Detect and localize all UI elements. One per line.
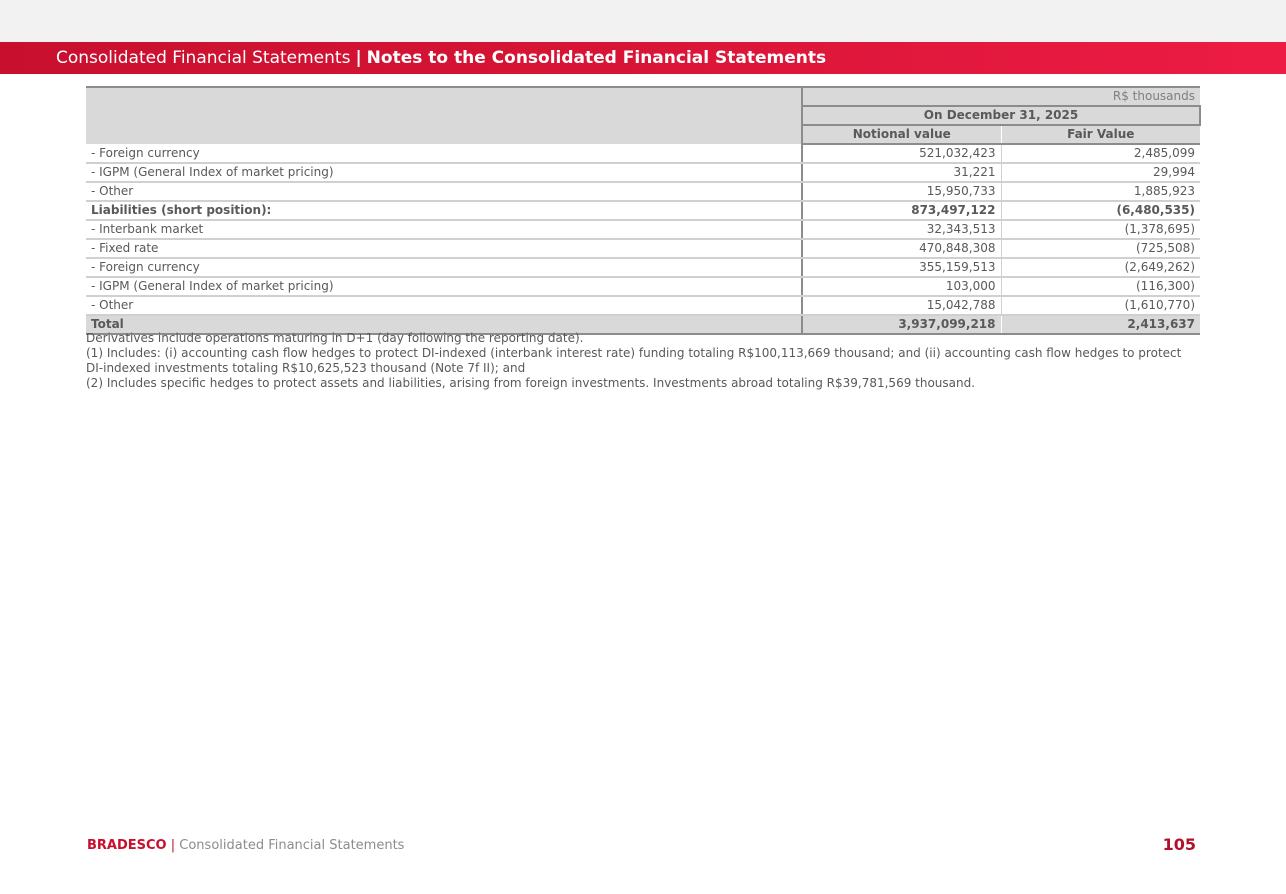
table-row: [86, 258, 1200, 277]
notional-value: 470,848,308: [802, 239, 1001, 258]
subsection-title: Notes to the Consolidated Financial Statements: [366, 48, 827, 68]
row-label: - Other: [86, 182, 802, 201]
fair-value: 2,485,099: [1001, 144, 1200, 163]
notional-value: 521,032,423: [802, 144, 1001, 163]
section-header-bar: [0, 42, 1286, 74]
period-header: On December 31, 2025: [802, 106, 1200, 125]
table-row: [86, 182, 1200, 201]
top-band: [0, 0, 1286, 42]
row-label: - Fixed rate: [86, 239, 802, 258]
table-row: [86, 277, 1200, 296]
row-label: - Interbank market: [86, 220, 802, 239]
row-label: - IGPM (General Index of market pricing): [86, 277, 802, 296]
footer-doc-title: Consolidated Financial Statements: [179, 838, 405, 853]
column-header-notional: Notional value: [802, 125, 1001, 144]
table-row: [86, 296, 1200, 315]
footer-separator: |: [170, 838, 176, 853]
fair-value: (1,610,770): [1001, 296, 1200, 315]
total-notional-value: 3,937,099,218: [802, 315, 1001, 334]
fair-value: (6,480,535): [1001, 201, 1200, 220]
notional-value: 103,000: [802, 277, 1001, 296]
page-number: 105: [1162, 835, 1196, 854]
column-header-fair-value: Fair Value: [1001, 125, 1200, 144]
total-fair-value: 2,413,637: [1001, 315, 1200, 334]
notional-value: 355,159,513: [802, 258, 1001, 277]
header-blank-cell: [86, 87, 802, 144]
fair-value: 1,885,923: [1001, 182, 1200, 201]
footnote-general: Derivatives include operations maturing in D+1 (day following the reporting date).: [86, 331, 584, 345]
unit-label: R$ thousands: [802, 87, 1200, 106]
total-label: Total: [86, 315, 802, 334]
footnote-2: (2) Includes specific hedges to protect assets and liabilities, arising from foreign investments. Investments abroad totaling R$39,781,569 thousand.: [86, 376, 976, 390]
fair-value: (116,300): [1001, 277, 1200, 296]
fair-value: (2,649,262): [1001, 258, 1200, 277]
brand-name: BRADESCO: [87, 838, 167, 853]
notional-value: 15,950,733: [802, 182, 1001, 201]
fair-value: (1,378,695): [1001, 220, 1200, 239]
footnotes: [86, 331, 1200, 391]
fair-value: 29,994: [1001, 163, 1200, 182]
notional-value: 31,221: [802, 163, 1001, 182]
table-row-subtotal: [86, 201, 1200, 220]
table-row: [86, 144, 1200, 163]
table-row: [86, 239, 1200, 258]
notional-value: 32,343,513: [802, 220, 1001, 239]
section-separator: |: [355, 48, 362, 68]
row-label: - Foreign currency: [86, 144, 802, 163]
fair-value: (725,508): [1001, 239, 1200, 258]
table-row: [86, 163, 1200, 182]
row-label: - Foreign currency: [86, 258, 802, 277]
section-title: Consolidated Financial Statements: [56, 48, 351, 68]
derivatives-table: [86, 86, 1201, 335]
section-header-title: [56, 48, 826, 68]
notional-value: 873,497,122: [802, 201, 1001, 220]
row-label: - Other: [86, 296, 802, 315]
notional-value: 15,042,788: [802, 296, 1001, 315]
row-label: - IGPM (General Index of market pricing): [86, 163, 802, 182]
table-row: [86, 220, 1200, 239]
footer: [87, 838, 404, 853]
footnote-1: (1) Includes: (i) accounting cash flow hedges to protect DI-indexed (interbank interest rate) funding totaling R$100,113,669 thousand; and (ii) accounting cash flow hedges to protect DI-indexed investments totaling R$10,625,523 thousand (Note 7f II); and: [86, 346, 1182, 375]
row-label: Liabilities (short position):: [86, 201, 802, 220]
